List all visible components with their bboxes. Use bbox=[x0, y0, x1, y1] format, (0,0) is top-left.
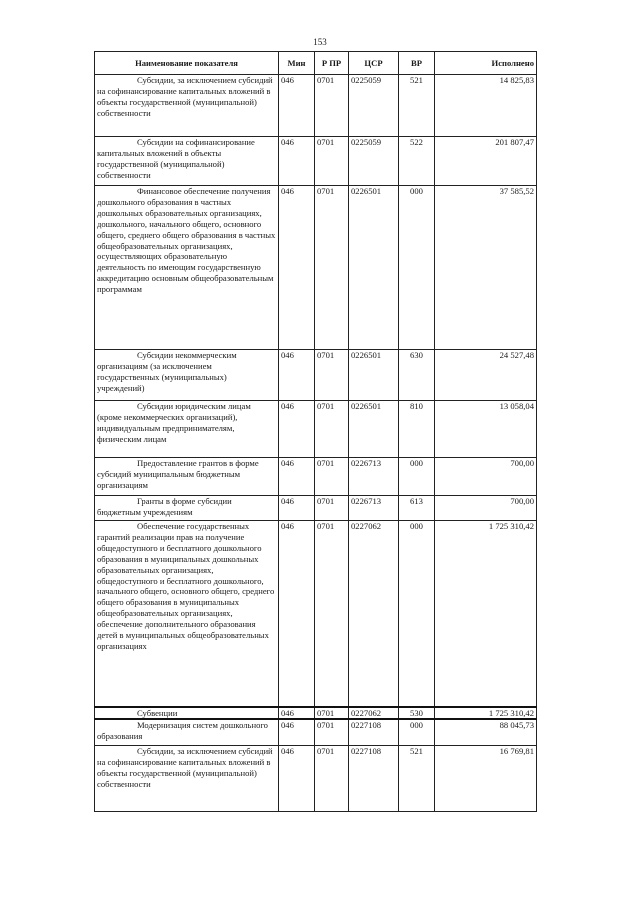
row-rpr: 0701 bbox=[315, 496, 349, 521]
row-vr: 521 bbox=[399, 75, 435, 137]
row-vr: 810 bbox=[399, 401, 435, 458]
row-name: Субсидии некоммерческим организациям (за исключением государственных (муниципальных) учреждений) bbox=[97, 350, 237, 393]
row-name: Модернизация систем дошкольного образования bbox=[97, 720, 268, 742]
row-min: 046 bbox=[279, 350, 315, 401]
table-row bbox=[95, 186, 537, 350]
row-name: Субсидии, за исключением субсидий на софинансирование капитальных вложений в объекты государственной (муниципальной) собственности bbox=[97, 75, 273, 118]
row-csr: 0227108 bbox=[349, 745, 399, 811]
row-vr: 522 bbox=[399, 137, 435, 186]
row-amount: 88 045,73 bbox=[435, 719, 537, 745]
row-min: 046 bbox=[279, 745, 315, 811]
row-csr: 0226501 bbox=[349, 401, 399, 458]
row-rpr: 0701 bbox=[315, 186, 349, 350]
row-rpr: 0701 bbox=[315, 745, 349, 811]
row-min: 046 bbox=[279, 719, 315, 745]
row-name: Субсидии, за исключением субсидий на софинансирование капитальных вложений в объекты государственной (муниципальной) собственности bbox=[97, 745, 273, 789]
row-min: 046 bbox=[279, 186, 315, 350]
row-amount: 201 807,47 bbox=[435, 137, 537, 186]
table-row bbox=[95, 401, 537, 458]
table-row bbox=[95, 137, 537, 186]
row-min: 046 bbox=[279, 521, 315, 707]
table-row bbox=[95, 496, 537, 521]
row-rpr: 0701 bbox=[315, 719, 349, 745]
row-rpr: 0701 bbox=[315, 458, 349, 496]
row-vr: 000 bbox=[399, 719, 435, 745]
row-amount: 700,00 bbox=[435, 458, 537, 496]
header-amount: Исполнено bbox=[435, 52, 537, 75]
row-rpr: 0701 bbox=[315, 401, 349, 458]
row-amount: 700,00 bbox=[435, 496, 537, 521]
header-vr: ВР bbox=[399, 52, 435, 75]
table-row bbox=[95, 75, 537, 137]
row-csr: 0225059 bbox=[349, 137, 399, 186]
budget-table bbox=[94, 51, 537, 812]
row-csr: 0226713 bbox=[349, 458, 399, 496]
header-csr: ЦСР bbox=[349, 52, 399, 75]
row-amount: 24 527,48 bbox=[435, 350, 537, 401]
row-csr: 0226713 bbox=[349, 496, 399, 521]
row-min: 046 bbox=[279, 496, 315, 521]
table-row bbox=[95, 719, 537, 745]
row-amount: 1 725 310,42 bbox=[435, 521, 537, 707]
row-name: Субвенции bbox=[137, 707, 178, 718]
page-number: 153 bbox=[313, 37, 327, 47]
row-vr: 000 bbox=[399, 521, 435, 707]
row-vr: 000 bbox=[399, 458, 435, 496]
row-vr: 613 bbox=[399, 496, 435, 521]
row-min: 046 bbox=[279, 401, 315, 458]
row-csr: 0227062 bbox=[349, 707, 399, 720]
table-row bbox=[95, 521, 537, 707]
row-vr: 000 bbox=[399, 186, 435, 350]
row-amount: 1 725 310,42 bbox=[435, 707, 537, 720]
row-rpr: 0701 bbox=[315, 521, 349, 707]
row-rpr: 0701 bbox=[315, 137, 349, 186]
row-name: Гранты в форме субсидии бюджетным учреждениям bbox=[97, 496, 232, 517]
row-rpr: 0701 bbox=[315, 350, 349, 401]
row-rpr: 0701 bbox=[315, 707, 349, 720]
table-row bbox=[95, 707, 537, 720]
row-csr: 0227108 bbox=[349, 719, 399, 745]
row-vr: 521 bbox=[399, 745, 435, 811]
row-csr: 0225059 bbox=[349, 75, 399, 137]
header-rpr: Р ПР bbox=[315, 52, 349, 75]
table-row bbox=[95, 458, 537, 496]
row-amount: 37 585,52 bbox=[435, 186, 537, 350]
row-min: 046 bbox=[279, 707, 315, 720]
row-name: Предоставление грантов в форме субсидий муниципальным бюджетным организациям bbox=[97, 458, 259, 490]
row-min: 046 bbox=[279, 137, 315, 186]
row-min: 046 bbox=[279, 458, 315, 496]
row-amount: 13 058,04 bbox=[435, 401, 537, 458]
row-vr: 630 bbox=[399, 350, 435, 401]
row-csr: 0226501 bbox=[349, 350, 399, 401]
table-row bbox=[95, 350, 537, 401]
row-amount: 14 825,83 bbox=[435, 75, 537, 137]
header-min: Мин bbox=[279, 52, 315, 75]
row-name: Субсидии на софинансирование капитальных вложений в объекты государственной (муниципальной) собственности bbox=[97, 137, 255, 180]
row-rpr: 0701 bbox=[315, 75, 349, 137]
table-row bbox=[95, 745, 537, 811]
row-amount: 16 769,81 bbox=[435, 745, 537, 811]
row-min: 046 bbox=[279, 75, 315, 137]
row-name: Финансовое обеспечение получения дошкольного образования в частных дошкольных образовательных организациях, дошкольного, начального общего, основного общего, среднего общего образования в частных общеобразовательных организациях, осуществляющих образовательную деятельность по имеющим государственную аккредитацию основным общеобразовательным программам bbox=[97, 186, 276, 295]
row-csr: 0226501 bbox=[349, 186, 399, 350]
row-name: Субсидии юридическим лицам (кроме некоммерческих организаций), индивидуальным предпринимателям, физическим лицам bbox=[97, 401, 251, 444]
row-csr: 0227062 bbox=[349, 521, 399, 707]
table-header-row bbox=[95, 52, 537, 75]
row-name: Обеспечение государственных гарантий реализации прав на получение общедоступного и бесплатного дошкольного образования в муниципальных дошкольных образовательных организациях, общедоступного и бесплатного дошкольного, начального общего, основного общего, среднего общего образования в муниципальных общеобразовательных организациях, обеспечение дополнительного образования детей в муниципальных общеобразовательных организациях bbox=[97, 521, 275, 651]
header-name: Наименование показателя bbox=[95, 52, 279, 75]
row-vr: 530 bbox=[399, 707, 435, 720]
